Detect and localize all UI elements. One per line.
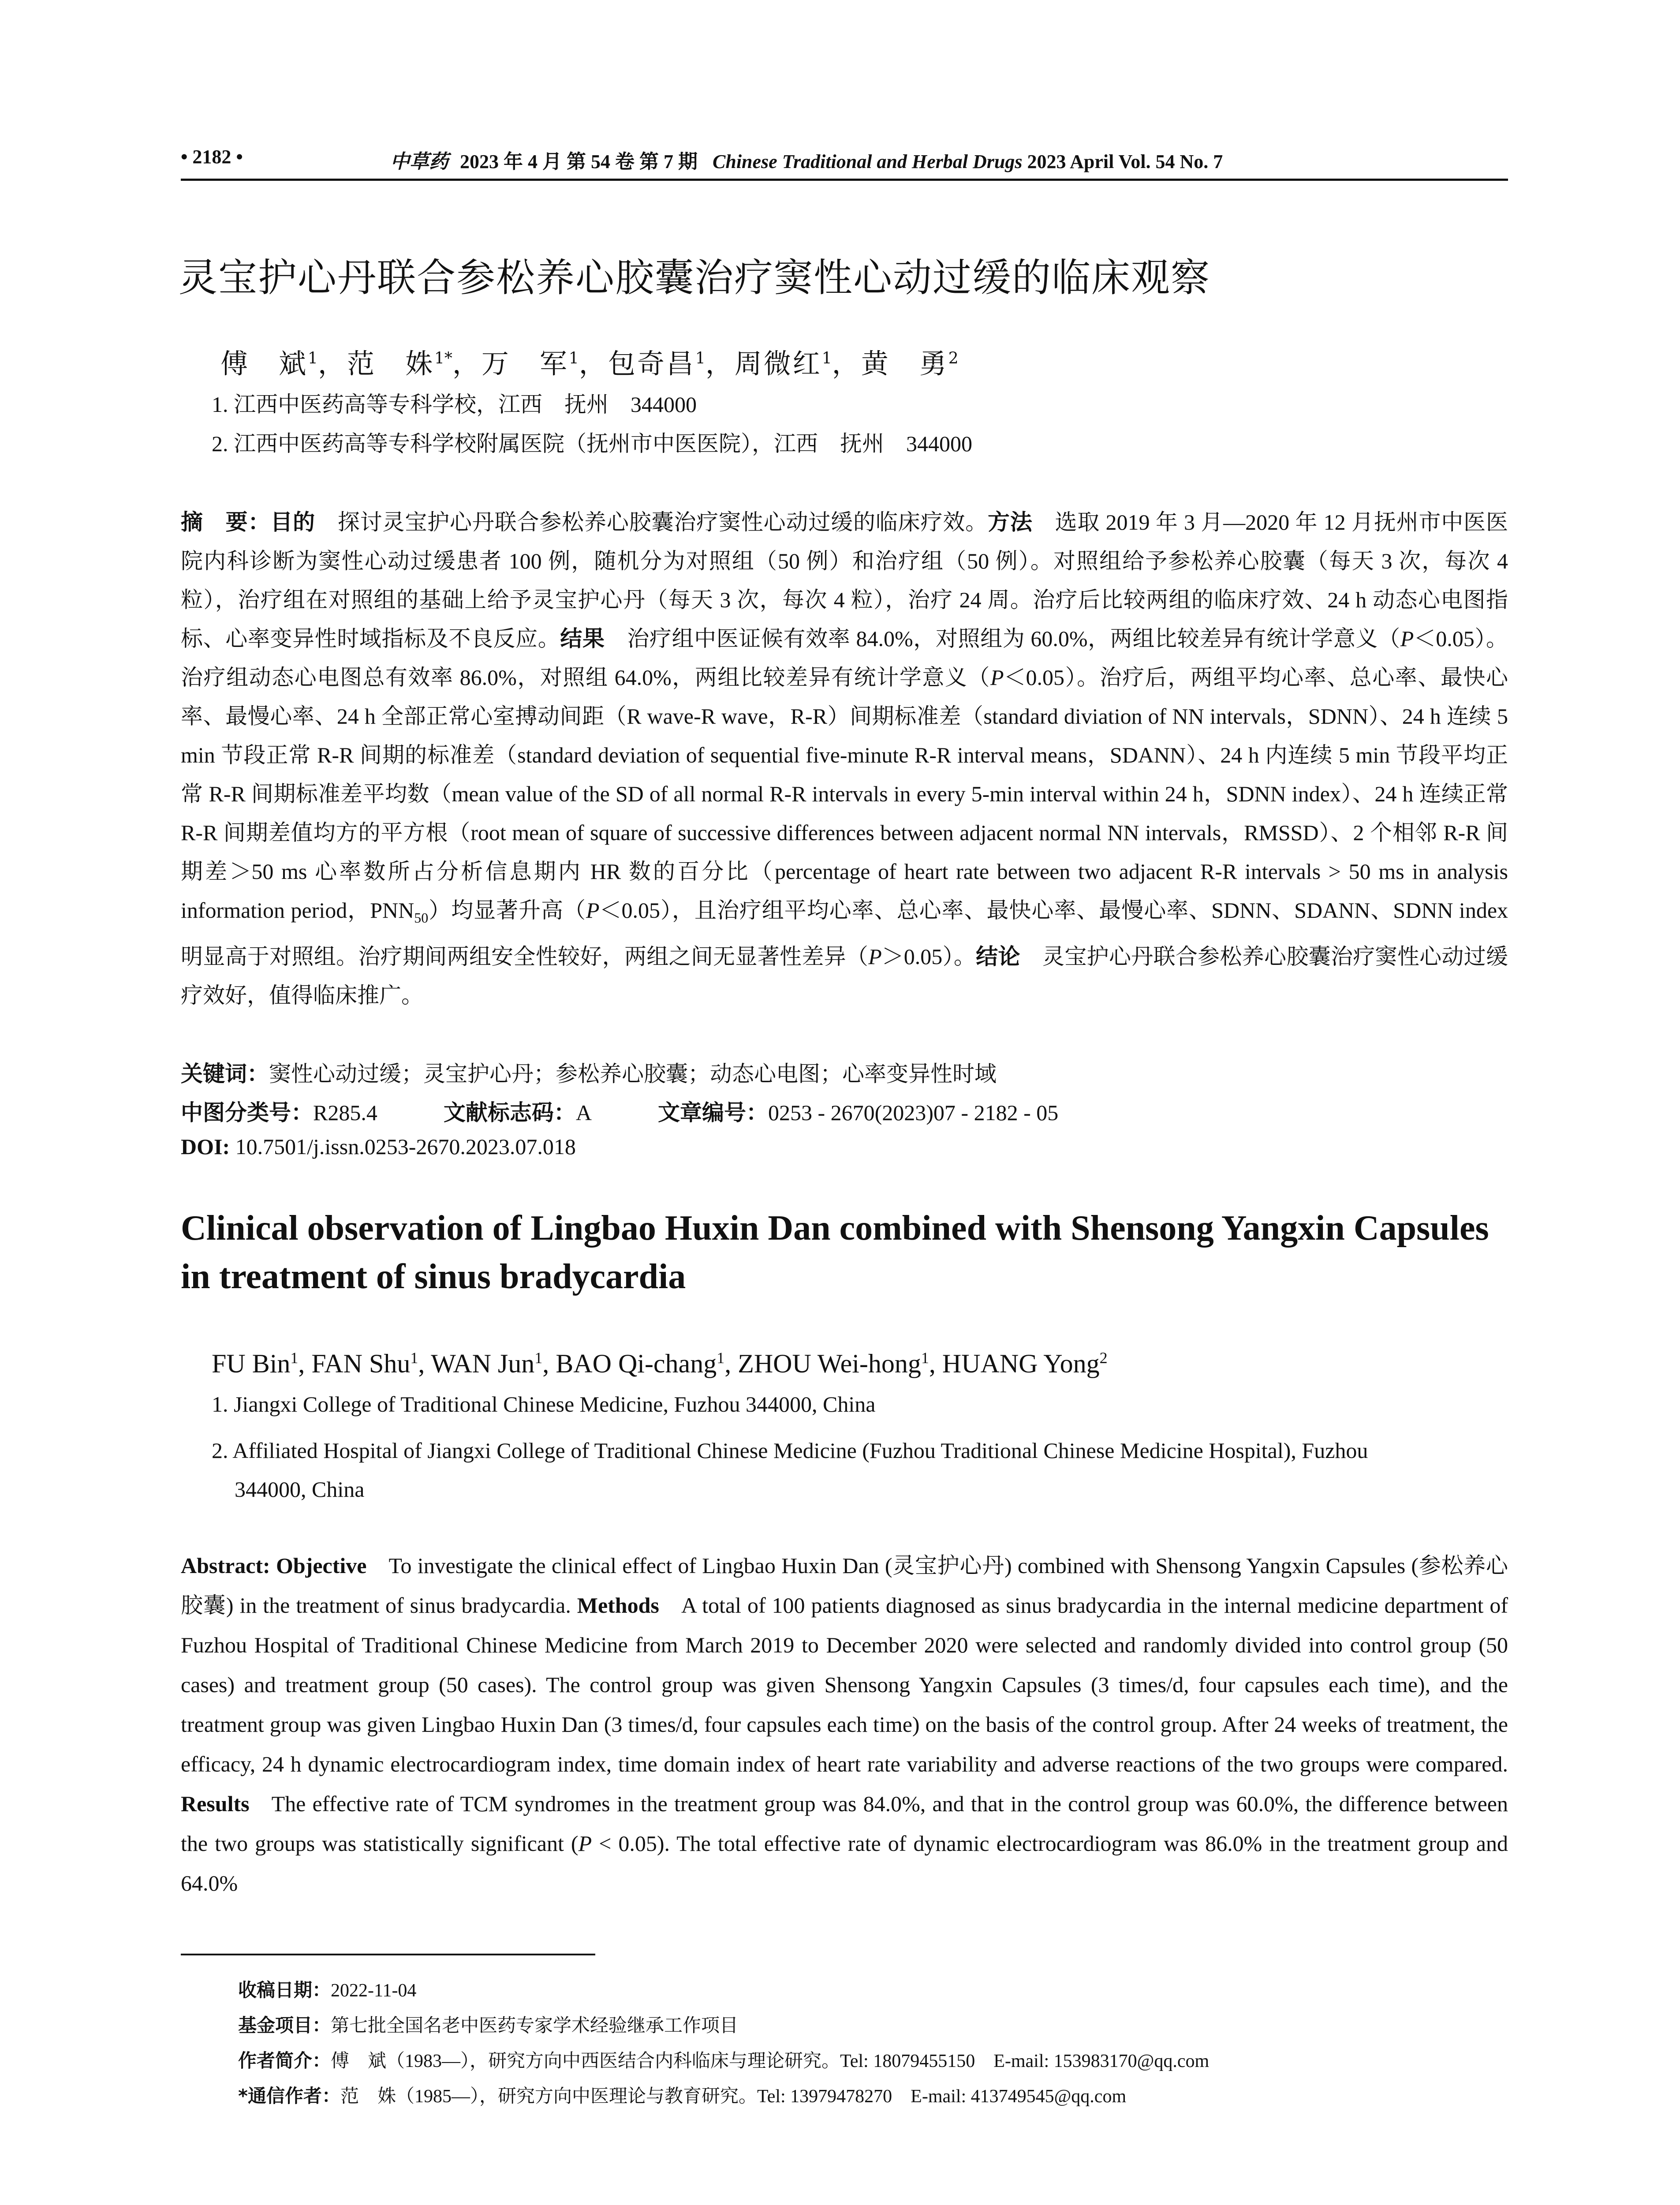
cn-methods-label: 方法 — [988, 509, 1033, 535]
cn-author: 傅 斌$^1$ — [220, 348, 318, 380]
en-author: HUANG Yong$^2$ — [942, 1349, 1108, 1378]
cn-author: 黄 勇$^2$ — [861, 348, 959, 380]
journal-en-name: Chinese Traditional and Herbal Drugs — [713, 151, 1023, 172]
cn-title: 灵宝护心丹联合参松养心胶囊治疗窦性心动过缓的临床观察 — [179, 255, 1211, 300]
en-author-list: FU Bin$^1$, FAN Shu$^1$, WAN Jun$^1$, BAO Qi-chang$^1$, ZHOU Wei-hong$^1$, HUANG Yong$^2$ — [212, 1349, 1108, 1378]
cn-methods-text: 选取 2019 年 3 月—2020 年 12 月抚州市中医医院内科诊断为窦性心动过缓患者 100 例，随机分为对照组（50 例）和治疗组（50 例）。对照组给予参松养心胶囊（每天 3 次，每次 4 粒），治疗组在对照组的基础上给予灵宝护心丹（每天 3 次，每次 4 粒），治疗 24 周。治疗后比较两组的临床疗效、24 h 动态心电图指标、心率变异性时域指标及不良反应。 — [181, 510, 1508, 651]
cn-abstract-label: 摘 要： — [181, 509, 271, 535]
en-objective-label: Objective — [276, 1553, 367, 1578]
cn-objective-label: 目的 — [270, 509, 316, 535]
footnote-author-bio: 作者简介：傅 斌（1983—），研究方向中西医结合内科临床与理论研究。Tel: 18079455150 E-mail: 153983170@qq.com — [238, 2050, 1210, 2071]
en-affiliation: 1. Jiangxi College of Traditional Chinese Medicine, Fuzhou 344000, China — [212, 1392, 876, 1416]
doi-link[interactable]: 10.7501/j.issn.0253-2670.2023.07.018 — [235, 1134, 576, 1159]
page-number: • 2182 • — [181, 146, 243, 168]
cn-author: 包奇昌$^1$ — [608, 348, 706, 380]
journal-cn-logo: 中草药 — [390, 151, 448, 172]
en-title: Clinical observation of Lingbao Huxin Dan combined with Shensong Yangxin Capsules in treatment of sinus bradycardia — [181, 1209, 1489, 1296]
cn-objective-text: 探讨灵宝护心丹联合参松养心胶囊治疗窦性心动过缓的临床疗效。 — [337, 510, 988, 534]
en-author: BAO Qi-chang$^1$ — [556, 1349, 725, 1378]
running-header — [181, 146, 1508, 181]
en-affiliation: 2. Affiliated Hospital of Jiangxi College of Traditional Chinese Medicine (Fuzhou Traditional Chinese Medicine Hospital), Fuzhou 344000, China — [212, 1438, 1368, 1502]
cn-author: 范 姝$^{1*}$ — [347, 348, 452, 380]
en-author: FU Bin$^1$ — [212, 1349, 299, 1378]
cn-author: 万 军$^1$ — [481, 348, 579, 380]
cn-classification-line: 中图分类号：R285.4 文献标志码：A 文章编号：0253 - 2670(2023)07 - 2182 - 05 — [181, 1100, 1059, 1125]
en-author: WAN Jun$^1$ — [431, 1349, 543, 1378]
issue-cn: 2023 年 4 月 第 54 卷 第 7 期 — [460, 151, 698, 172]
en-objective-text: To investigate the clinical effect of Lingbao Huxin Dan (灵宝护心丹) combined with Shensong Yangxin Capsules (参松养心胶囊) in the treatment of sinus bradycardia. — [181, 1553, 1508, 1618]
en-author: ZHOU Wei-hong$^1$ — [738, 1349, 929, 1378]
issue-en: 2023 April Vol. 54 No. 7 — [1027, 151, 1223, 172]
en-methods-text: A total of 100 patients diagnosed as sinus bradycardia in the internal medicine department of Fuzhou Hospital of Traditional Chinese Medicine from March 2019 to December 2020 were selected and randomly divided into control group (50 cases) and treatment group (50 cases). The control group was given Shensong Yangxin Capsules (3 times/d, four capsules each time), and the treatment group was given Lingbao Huxin Dan (3 times/d, four capsules each time) on the basis of the control group. After 24 weeks of treatment, the efficacy, 24 h dynamic electrocardiogram index, time domain index of heart rate variability and adverse reactions of the two groups were compared. — [181, 1593, 1508, 1776]
en-author: FAN Shu$^1$ — [311, 1349, 418, 1378]
footnote-received: 收稿日期：2022-11-04 — [238, 1979, 417, 2001]
journal-issue-line — [390, 146, 1223, 174]
footnote-rule — [181, 1954, 595, 1955]
en-results-label: Results — [181, 1791, 250, 1816]
clc-code: R285.4 — [313, 1100, 377, 1125]
cn-author: 周微红$^1$ — [734, 348, 832, 380]
cn-abstract — [181, 503, 1508, 1015]
footnote-corresponding-author: *通信作者：范 姝（1985—），研究方向中医理论与教育研究。Tel: 13979478270 E-mail: 413749545@qq.com — [238, 2085, 1127, 2107]
doi-line: DOI: 10.7501/j.issn.0253-2670.2023.07.018 — [181, 1134, 576, 1159]
en-results-text: The effective rate of TCM syndromes in the treatment group was 84.0%, and that in the control group was 60.0%, the difference between the two groups was statistically significant (P < 0.05). The total effective rate of dynamic electrocardiogram was 86.0% in the treatment group and 64.0% — [181, 1791, 1508, 1895]
cn-results-label: 结果 — [560, 626, 605, 651]
cn-affiliation: 1. 江西中医药高等专科学校，江西 抚州 344000 — [212, 392, 697, 417]
cn-author-list: 傅 斌$^1$，范 姝$^{1*}$，万 军$^1$，包奇昌$^1$，周微红$^1$，黄 勇$^2$ — [220, 348, 959, 380]
en-abstract — [181, 1546, 1508, 1903]
doc-code: A — [575, 1100, 592, 1125]
cn-conclusion-label: 结论 — [976, 944, 1020, 969]
article-number: 0253 - 2670(2023)07 - 2182 - 05 — [768, 1100, 1059, 1125]
en-methods-label: Methods — [577, 1593, 659, 1618]
cn-keywords: 关键词：窦性心动过缓；灵宝护心丹；参松养心胶囊；动态心电图；心率变异性时域 — [181, 1061, 997, 1087]
footnote-fund: 基金项目：第七批全国名老中医药专家学术经验继承工作项目 — [238, 2014, 739, 2036]
header-rule — [181, 179, 1508, 181]
cn-affiliation: 2. 江西中医药高等专科学校附属医院（抚州市中医医院），江西 抚州 344000 — [212, 431, 972, 456]
cn-results-text: 治疗组中医证候有效率 84.0%，对照组为 60.0%，两组比较差异有统计学意义（P＜0.05）。治疗组动态心电图总有效率 86.0%，对照组 64.0%，两组比较差异有统计学意义（P＜0.05）。治疗后，两组平均心率、总心率、最快心率、最慢心率、24 h 全部正常心室搏动间距（R wave-R wave，R-R）间期标准差（standard diviation of NN intervals，SDNN）、24 h 连续 5 min 节段正常 R-R 间期的标准差（standard deviation of sequential five-minute R-R interval means，SDANN）、24 h 内连续 5 min 节段平均正常 R-R 间期标准差平均数（mean value of the SD of all normal R-R intervals in every 5-min interval within 24 h，SDNN index）、24 h 连续正常 R-R 间期差值均方的平方根（root mean of square of successive differences between adjacent normal NN intervals，RMSSD）、2 个相邻 R-R 间期差＞50 ms 心率数所占分析信息期内 HR 数的百分比（percentage of heart rate between two adjacent R-R intervals > 50 ms in analysis information period，$PNN_{50}$）均显著升高（P＜0.05），且治疗组平均心率、总心率、最快心率、最慢心率、SDNN、SDANN、SDNN index 明显高于对照组。治疗期间两组安全性较好，两组之间无显著性差异（P＞0.05）。 — [181, 626, 1508, 969]
cn-conclusion-text: 灵宝护心丹联合参松养心胶囊治疗窦性心动过缓疗效好，值得临床推广。 — [181, 944, 1508, 1008]
en-abstract-label: Abstract: — [181, 1553, 270, 1578]
